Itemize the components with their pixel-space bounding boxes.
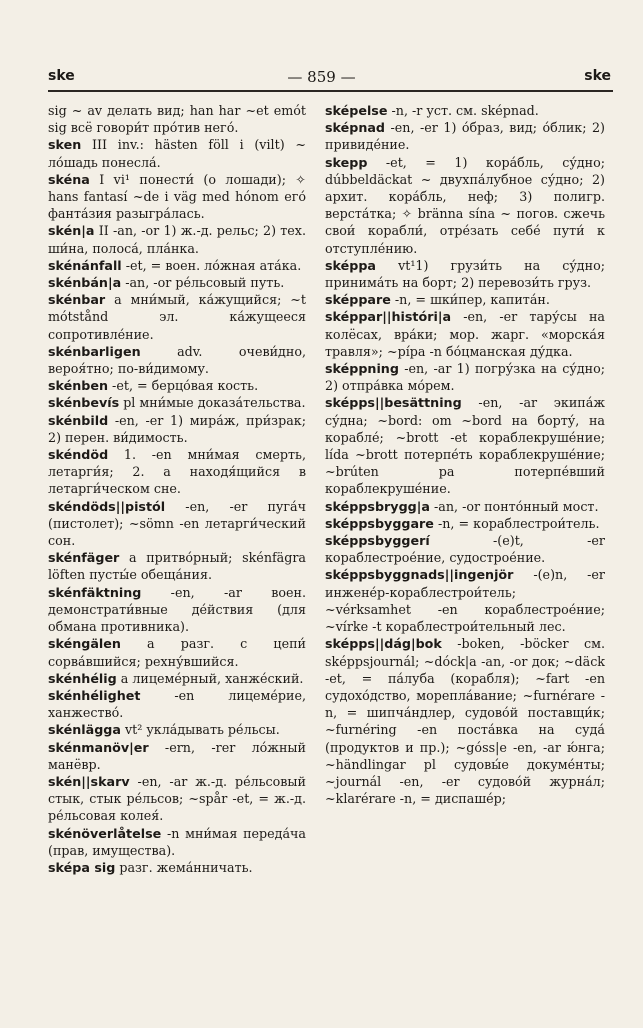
entry-text: -an, -or ре́льсовый путь. <box>121 275 285 291</box>
dictionary-entry <box>325 515 605 532</box>
entry-headword: sképpsbyggare <box>325 515 434 531</box>
dictionary-entry <box>48 394 306 411</box>
entry-text: -et, = 1) кора́бль, су́дно; dúbbeldäckat ~ двухпа́лубное су́дно; 2) архит. кора́бль, неф; 3) полигр. верста́тка; ✧ bränna sína ~ погов. сжечь свои́ корабли́, отре́зать себе́ пути́ к отступле́нию. <box>325 154 605 256</box>
entry-headword: skénben <box>48 378 109 394</box>
dictionary-entry <box>48 687 306 721</box>
dictionary-entry <box>48 171 306 223</box>
entry-headword: sképpa <box>325 257 376 273</box>
entry-headword: sken <box>48 137 82 153</box>
entry-headword: skénánfall <box>48 257 122 273</box>
entry-text: -n мни́мая переда́ча (прав, имущества). <box>48 825 306 858</box>
dictionary-entry <box>48 102 306 136</box>
entry-text: -boken, -böcker см. sképpsjournál; ~dóck|a -an, -or док; ~däck -et, = па́луба (корабля); ~fart -en судохо́дство, морепла́вание; ~furnérare -n, = шипча́ндлер, судово́й поставщи́к; ~furnéring -en поста́вка на суда́ (продуктов и пр.); ~góss|e -en, -ar ю́нга; ~händlingar pl судовы́е докуме́нты; ~journál -en, -er судово́й журна́л; ~klarérare -n, = диспаше́р; <box>325 636 605 807</box>
dictionary-entry <box>48 257 306 274</box>
entry-text: a лицеме́рный, ханже́ский. <box>116 670 304 686</box>
dictionary-entry <box>48 739 306 773</box>
entry-headword: skepp <box>325 154 368 170</box>
entry-text: a мни́мый, ка́жущийся; ~t mótstånd эл. ка́жущееся сопротивле́ние. <box>48 292 306 342</box>
entry-text: I vi¹ понести́ (о лошади); ✧ hans fantasí ~de i väg med hónom его́ фанта́зия разыгра́лась. <box>48 171 306 222</box>
entry-headword: sképpning <box>325 361 399 377</box>
left-column <box>48 102 306 876</box>
entry-text: vt¹1) грузи́ть на су́дно; принима́ть на борт; 2) перевози́ть груз. <box>325 257 605 291</box>
entry-headword: skénmanöv|er <box>48 739 149 755</box>
dictionary-entry <box>48 222 306 256</box>
dictionary-entry <box>48 825 306 859</box>
dictionary-entry <box>325 291 605 308</box>
entry-text: -en, -ar ж.-д. ре́льсовый стык, стык ре́льсов; ~spår -et, = ж.-д. ре́льсовая колея́. <box>48 773 306 824</box>
dictionary-entry <box>48 859 306 876</box>
entry-headword: sképnad <box>325 120 386 136</box>
entry-headword: sképa sig <box>48 859 116 875</box>
entry-text: -en лицеме́рие, ханжество́. <box>48 687 306 721</box>
entry-headword: skénbild <box>48 412 109 428</box>
entry-headword: sképps||dág|bok <box>325 636 442 652</box>
entry-headword: sképpsbrygg|a <box>325 498 430 514</box>
entry-headword: sképpsbyggerí <box>325 533 430 549</box>
dictionary-entry <box>48 136 306 170</box>
dictionary-entry <box>48 584 306 636</box>
dictionary-entry <box>48 721 306 738</box>
entry-text: a разг. с цепи́ сорва́вшийся; рехну́вшийся. <box>48 636 306 669</box>
entry-headword: skénbán|a <box>48 275 122 291</box>
entry-headword: skénfäktning <box>48 584 142 600</box>
entry-text: -en, -er 1) мира́ж, при́зрак; 2) перен. ви́димость. <box>48 412 306 445</box>
dictionary-entry <box>48 412 306 446</box>
entry-headword: skénbarligen <box>48 343 141 359</box>
entry-text: -et, = воен. ло́жная ата́ка. <box>121 257 302 273</box>
header-rule <box>48 90 613 92</box>
entry-text: -ern, -rer ло́жный манёвр. <box>48 739 306 772</box>
entry-text: -en, -ar 1) погру́зка на су́дно; 2) отпра́вка мо́рем. <box>325 361 605 394</box>
entry-headword: skéngälen <box>48 636 121 652</box>
dictionary-entry <box>325 360 605 394</box>
entry-headword: skénöverlåtelse <box>48 825 162 841</box>
entry-text: vt² укла́дывать ре́льсы. <box>120 722 280 738</box>
page-number: — 859 — <box>287 68 356 86</box>
entry-text: pl мни́мые доказа́тельства. <box>119 395 306 411</box>
entry-text: -(e)n, -er инжене́р-кораблестрои́тель; ~vérksamhet -en кораблестрое́ние; ~vírke -t кораблестрои́тельный лес. <box>325 567 605 635</box>
right-guide-word: ske <box>584 68 611 84</box>
entry-text: II -an, -or 1) ж.-д. рельс; 2) тех. ши́на, полоса́, пла́нка. <box>48 223 306 256</box>
dictionary-entry <box>325 257 605 291</box>
entry-headword: skénbevís <box>48 395 120 411</box>
entry-headword: skénfäger <box>48 550 120 566</box>
entry-text: 1. -en мни́мая смерть, летарги́я; 2. a находя́щийся в летарги́ческом сне. <box>48 447 306 497</box>
dictionary-entry <box>325 308 605 360</box>
dictionary-entry <box>48 291 306 343</box>
dictionary-entry <box>325 119 605 153</box>
entry-text: -an, -or понто́нный мост. <box>429 498 599 514</box>
entry-headword: sképpsbyggnads||ingenjör <box>325 567 514 583</box>
entry-headword: skénhélighet <box>48 687 141 703</box>
entry-headword: skéndöd <box>48 447 109 463</box>
dictionary-entry <box>325 635 605 807</box>
entry-text: III inv.: hästen föll i (vilt) ~ ло́шадь понесла́. <box>48 137 306 170</box>
dictionary-entry <box>325 498 605 515</box>
entry-headword: skén|a <box>48 223 95 239</box>
entry-text: -en, -er 1) о́браз, вид; о́блик; 2) привиде́ние. <box>325 120 605 153</box>
entry-text: -(e)t, -er кораблестрое́ние, судострое́ние. <box>325 533 605 566</box>
dictionary-entry <box>48 670 306 687</box>
entry-text: -en, -ar экипа́ж су́дна; ~bord: om ~bord на борту́, на корабле́; ~brott -et кораблекруше́ние; lída ~brott потерпе́ть кораблекруше́ние; ~brúten pa потерпе́вший кораблекруше́ние. <box>325 395 605 497</box>
entry-text: -et, = берцо́вая кость. <box>108 378 259 394</box>
entry-text: -en, -er тару́сы на колёсах, вра́ки; мор. жарг. «морска́я травля»; ~pípa -n бо́цманская ду́дка. <box>325 309 605 359</box>
dictionary-entry <box>48 377 306 394</box>
entry-text: a притво́рный; skénfägra löften пусты́е обеща́ния. <box>48 550 306 583</box>
dictionary-entry <box>325 102 605 119</box>
entry-text: adv. очеви́дно, вероя́тно; по-ви́димому. <box>48 343 306 377</box>
dictionary-entry <box>325 394 605 497</box>
entry-text: -en, -ar воен. демонстрати́вные де́йствия (для обмана противника). <box>48 584 306 635</box>
dictionary-entry <box>48 773 306 825</box>
entry-headword: skéna <box>48 171 90 187</box>
entry-headword: sképelse <box>325 103 388 118</box>
entry-headword: skéndöds||pistól <box>48 498 166 514</box>
dictionary-entry <box>325 566 605 635</box>
entry-headword: sképps||besättning <box>325 395 462 411</box>
entry-headword: sképpare <box>325 292 391 308</box>
entry-text: sig ~ av делать вид; han har ~et emót sig всё говори́т про́тив него́. <box>48 103 306 136</box>
dictionary-entry <box>48 549 306 583</box>
entry-text: -n, = шки́пер, капита́н. <box>390 292 550 308</box>
entry-headword: skénbar <box>48 292 106 308</box>
dictionary-entry <box>48 635 306 669</box>
right-column <box>325 102 605 807</box>
entry-headword: skén||skarv <box>48 773 130 789</box>
dictionary-entry <box>48 274 306 291</box>
entry-text: разг. жема́нничать. <box>115 859 253 875</box>
dictionary-entry <box>48 498 306 550</box>
entry-text: -en, -er пуга́ч (пистолет); ~sömn -en летарги́ческий сон. <box>48 498 306 549</box>
entry-text: -n, = кораблестрои́тель. <box>433 515 600 531</box>
dictionary-entry <box>325 154 605 257</box>
dictionary-entry <box>48 446 306 498</box>
entry-headword: skénlägga <box>48 722 121 738</box>
entry-text: -n, -r уст. см. sképnad. <box>387 103 539 118</box>
entry-headword: sképpar||históri|a <box>325 309 452 325</box>
dictionary-entry <box>325 532 605 566</box>
dictionary-entry <box>48 343 306 377</box>
entry-headword: skénhélig <box>48 670 117 686</box>
left-guide-word: ske <box>48 68 75 84</box>
